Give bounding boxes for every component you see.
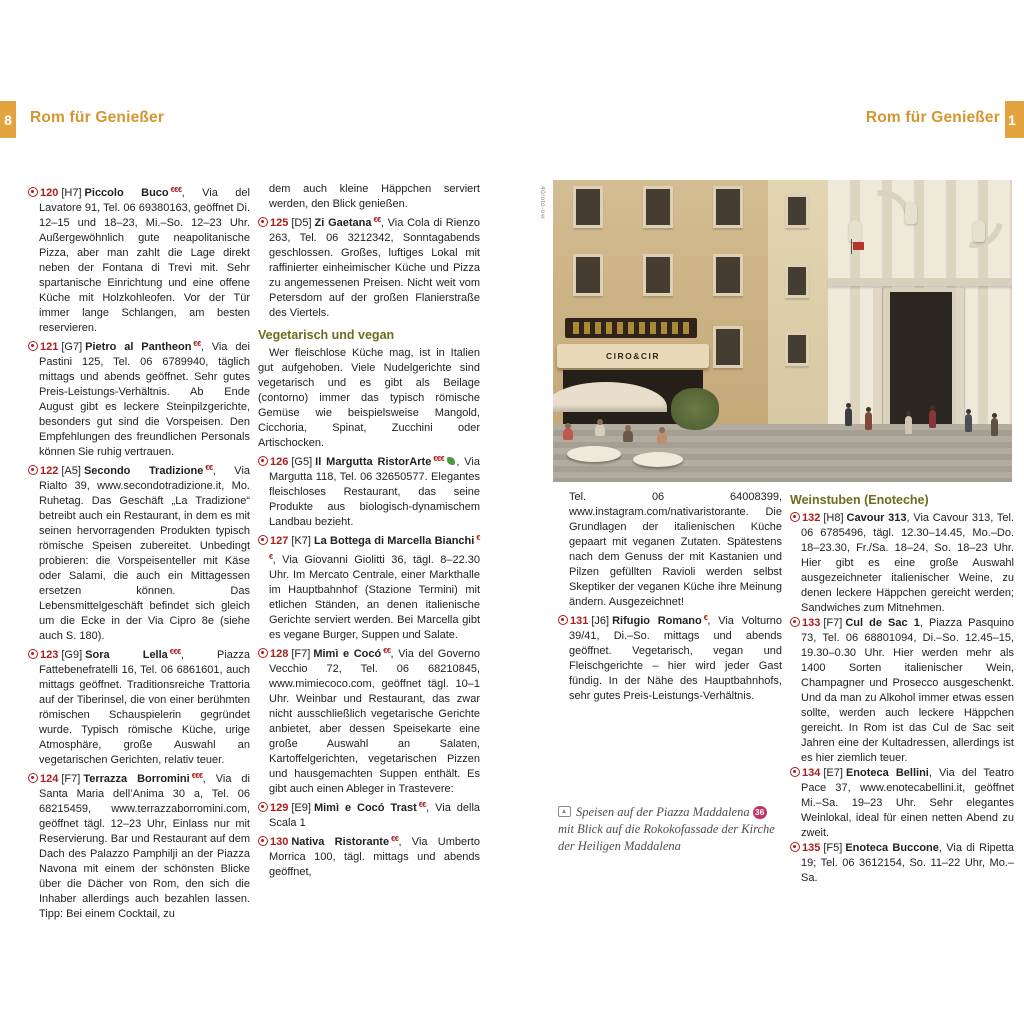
listing-entry	[258, 797, 480, 831]
map-pin-icon	[258, 535, 268, 545]
entry-number: 120	[40, 187, 59, 199]
entry-number: 123	[40, 649, 59, 661]
entry-text: , Via di Ripetta 19; Tel. 06 3612154, So. 11–22 Uhr, Mo.–Sa.	[801, 842, 1014, 884]
listing-entry	[790, 511, 1014, 616]
map-pin-icon	[28, 465, 38, 475]
left-page-column-1	[28, 182, 250, 922]
grid-reference: [G9]	[61, 649, 83, 661]
map-pin-icon	[258, 802, 268, 812]
left-page-column-2	[258, 182, 480, 880]
photo-pedestrian	[991, 418, 998, 436]
photo-column	[873, 288, 882, 430]
entry-number: 121	[40, 341, 59, 353]
photo-number-badge: 36	[753, 806, 767, 819]
photo-dining-table	[567, 446, 621, 462]
restaurant-name: Terrazza Borromini	[83, 773, 190, 785]
price-category: €€€	[169, 647, 181, 656]
entry-text: , Via del Governo Vecchio 72, Tel. 06 68210845, www.mimiecoco.com, geöffnet tägl. 10–1 Uhr. Weinbar und Restaurant, das zwar nicht ausschließlich vegetarische Gerichte anbietet, aber dessen Speisekarte eine große Auswahl an Salaten, Kartoffelgerichten, vegetarischen Pizzen und hausgemachten Suppen enthält. Es gibt auch einen Ableger in Trastevere:	[269, 648, 480, 795]
entry-number: 126	[270, 456, 289, 468]
entry-text: , Via Cola di Rienzo 263, Tel. 06 3212342, Sonntagabends geschlossen. Großes, luftiges Lokal mit raffinierter einheimischer Küche und Pizza zu angemessenen Preisen. Nicht weit vom Petersdom auf der großen Flanierstraße des Viertels.	[269, 217, 480, 319]
entry-text: , Via del Lavatore 91, Tel. 06 69380163, geöffnet Di. 12–15 und 18–23, Mi.–So. 12–23 Uhr. Außergewöhnlich gute neapolitanische Pizza, aber man zahlt die Lage direkt neben der Fontana di Trevi mit. Sehr spartanische Einrichtung und eine offene Küche mit Holzkohleofen. Vor der Tür immer lange Schlangen, am besten reservieren.	[39, 187, 250, 334]
restaurant-name: Rifugio Romano	[612, 615, 702, 627]
grid-reference: [G5]	[291, 456, 313, 468]
grid-reference: [F7]	[291, 648, 311, 660]
photo-diner	[563, 428, 573, 440]
section-intro-text: Wer fleischlose Küche mag, ist in Italien gut aufgehoben. Viele Nudelgerichte sind vegetarisch und es gibt als Beilage (contorno) immer das typisch römische Gemüse wie beispielsweise Mangold, Cicchoria, Spinat, Zucchini oder Artischocken.	[258, 347, 480, 449]
running-head-left: Rom für Genießer	[30, 109, 165, 126]
photo-awning-text: CIRO&CIR	[605, 351, 661, 361]
restaurant-name: Cavour 313	[846, 512, 907, 524]
caption-text-2: mit Blick auf die Rokokofassade der Kirche der Heiligen Maddalena	[558, 822, 775, 853]
continuation-text: dem auch kleine Häppchen serviert werden, den Blick genießen.	[269, 183, 480, 210]
restaurant-name: Zi Gaetana	[314, 217, 372, 229]
entry-number: 122	[40, 465, 59, 477]
entry-number: 130	[270, 836, 289, 848]
price-category: €€€	[191, 771, 203, 780]
photo-flag	[853, 242, 864, 250]
photo-window	[713, 254, 743, 296]
price-category: €€	[269, 533, 480, 561]
restaurant-name: Cul de Sac 1	[845, 617, 920, 629]
caption-text-1: Speisen auf der Piazza Maddalena	[576, 805, 750, 819]
entry-text: , Via Giovanni Giolitti 36, tägl. 8–22.30 Uhr. Im Mercato Centrale, einer Markthalle im Hauptbahnhof (Stazione Termini) mit etlichen Ständen, an denen italienische Gerichte serviert werden. Bei Marcella gibt es vegane Burger, Suppen und Salate.	[269, 554, 480, 641]
right-page-column-1	[558, 490, 782, 855]
restaurant-name: Enoteca Bellini	[845, 767, 929, 779]
grid-reference: [E9]	[291, 802, 311, 814]
photo-credit: 40/oto-ow	[539, 186, 546, 220]
photo-window	[573, 186, 603, 228]
map-pin-icon	[790, 617, 800, 627]
photo-planter	[671, 388, 719, 430]
photo-church-portal	[886, 288, 956, 434]
map-pin-icon	[28, 187, 38, 197]
listing-entry	[790, 766, 1014, 841]
grid-reference: [H7]	[61, 187, 82, 199]
photo-diner	[623, 430, 633, 442]
entry-number: 128	[270, 648, 289, 660]
map-pin-icon	[790, 767, 800, 777]
photo-window	[643, 186, 673, 228]
entry-text: , Piazza Fattebenefratelli 16, Tel. 06 6861601, auch mittags geöffnet. Traditionsreiche Trattoria auf der Tiberinsel, die von einer berühmten römischen Schauspielerin gegründet wurde. Typisch römische Küche, urige Atmosphäre, große Auswahl an vegetarischen Gerichten, relativ teuer.	[39, 649, 250, 766]
listing-entry	[258, 451, 480, 530]
listing-entry	[258, 530, 480, 643]
photo-window	[643, 254, 673, 296]
listing-entry	[28, 460, 250, 644]
map-pin-icon	[790, 512, 800, 522]
grid-reference: [E7]	[823, 767, 843, 779]
entry-text: , Piazza Pasquino 73, Tel. 06 68801094, Di.–So. 12.45–15, 19.30–0.30 Uhr. Hier werden mehr als 1400 Sorten italienischer Wein, Champagner und Prosecco ausgeschenkt. Und da man zu Alkohol immer etwas essen sollte, werden auch leckere Häppchen gereicht. In Rom ist das Cul de Sac seit Jahren eine der Kultadressen, allerdings ist es hier ziemlich teuer.	[801, 617, 1014, 764]
grid-reference: [K7]	[291, 535, 311, 547]
section-heading-vegetarian: Vegetarisch und vegan	[258, 328, 395, 342]
entry-text: , Via Margutta 118, Tel. 06 32650577. Elegantes fleischloses Restaurant, das seine Produkte aus biologisch-dynamischem Landbau bezieht.	[269, 456, 480, 528]
listing-entry	[790, 616, 1014, 766]
grid-reference: [F5]	[823, 842, 843, 854]
vegetarian-icon	[447, 457, 455, 465]
photo-window	[785, 332, 809, 366]
listing-entry	[258, 643, 480, 797]
entry-number: 124	[40, 773, 59, 785]
section-heading-wine-bars: Weinstuben (Enoteche)	[790, 493, 929, 507]
photo-pedestrian	[845, 408, 852, 426]
price-category: €€	[373, 215, 381, 224]
photo-statue	[973, 220, 985, 242]
map-pin-icon	[558, 615, 568, 625]
listing-entry	[28, 644, 250, 768]
entry-text: , Via Cavour 313, Tel. 06 6785496, tägl. 12.30–14.45, Mo.–Do. 18–23.30, Fr./Sa. 18–24, So. 18–23 Uhr. Hier gibt es eine große Auswahl ausgezeichneter italienischer Weine, zu denen leckere Häppchen gereicht werden; Sandwiches zum Mitnehmen.	[801, 512, 1014, 614]
entry-text: , Via del Teatro Pace 37, www.enotecabellini.it, geöffnet Mi.–Sa. 19–23 Uhr. Sehr elegantes Weinlokal, ideal für einen netten Abend zu zweit.	[801, 767, 1015, 839]
entry-number: 134	[802, 767, 821, 779]
entry-text: , Via di Santa Maria dell’Anima 30 a, Tel. 06 68215459, www.terrazzaborromini.com, geöffnet tägl. 12–23 Uhr, Einlass nur mit Reservierung. Bar und Restaurant auf dem Dach des Palazzo Pamphilji an der Piazza Navona mit einem der schönsten Blicke über die Dächer von Rom, den sich die Inhaber allerdings auch bezahlen lassen. Tipp: Bei einem Cocktail, zu	[39, 773, 250, 920]
listing-entry	[28, 768, 250, 922]
restaurant-name: Enoteca Buccone	[845, 842, 939, 854]
restaurant-name: Nativa Ristorante	[291, 836, 390, 848]
restaurant-name: Sora Lella	[85, 649, 168, 661]
entry-text: , Via della Scala 1	[269, 802, 481, 829]
entry-text: , Via dei Pastini 125, Tel. 06 6789940, täglich mittags und abends geöffnet. Sehr gutes Preis-Leistungs-Verhältnis. Ab Ende August gibt es leckere Steinpilzgerichte, besonders gut sind die Vorspeisen. Den Empfehlungen des freundlichen Personals können Sie ruhig vertrauen.	[39, 341, 250, 458]
entry-number: 132	[802, 512, 821, 524]
photo-pedestrian	[965, 414, 972, 432]
photo-window	[573, 254, 603, 296]
restaurant-name: Secondo Tradizione	[83, 465, 204, 477]
map-pin-icon	[790, 842, 800, 852]
photo-reference-icon	[558, 806, 571, 817]
listing-entry	[28, 182, 250, 336]
entry-number: 125	[270, 217, 289, 229]
grid-reference: [F7]	[61, 773, 81, 785]
photo-window	[785, 194, 809, 228]
price-category: €€	[205, 463, 213, 472]
photo-pavement	[553, 424, 1012, 482]
grid-reference: [D5]	[291, 217, 312, 229]
map-pin-icon	[258, 456, 268, 466]
restaurant-name: Mimì e Cocó	[313, 648, 382, 660]
grid-reference: [G7]	[61, 341, 83, 353]
entry-number: 135	[802, 842, 821, 854]
running-head-right: Rom für Genießer	[865, 109, 1000, 126]
price-category: €	[703, 613, 708, 622]
map-pin-icon	[258, 648, 268, 658]
price-category: €€	[418, 800, 427, 809]
right-page-column-2	[790, 486, 1014, 886]
entry-text: , Via Rialto 39, www.secondotradizione.it, Mo. Ruhetag. Das Geschäft „La Tradizione“ betreibt auch ein Restaurant, in dem es mit seinen hervorragenden Produkten typisch römische Speisen zubereitet. Unbedingt probieren: die Vorspeisenteller mit Käse oder Salami, die auch ein Mittagessen ersetzen können. Das Lebensmittelgeschäft befindet sich gleich um die Ecke in der Via Cipro 8e (siehe auch S. 180).	[39, 465, 250, 642]
restaurant-name: Piccolo Buco	[84, 187, 169, 199]
map-pin-icon	[258, 217, 268, 227]
restaurant-name: Il Margutta RistorArte	[315, 456, 432, 468]
photo-pedestrian	[905, 416, 912, 434]
photo-column	[955, 288, 964, 430]
photo-statue	[905, 202, 917, 224]
entry-number: 129	[270, 802, 289, 814]
continuation-text: Tel. 06 64008399, www.instagram.com/nativaristorante. Die Grundlagen der italienischen Küche gepaart mit veganen Zutaten. Spätestens nach dem Genuss der mit Kastanien und Pilzen gefüllten Ravioli werden selbst Skeptiker der veganen Küche ihre Meinung ändern. Ausgezeichnet!	[569, 491, 782, 608]
map-pin-icon	[28, 773, 38, 783]
page-number-tab-right: 1	[1005, 101, 1024, 138]
photo-pedestrian	[865, 412, 872, 430]
photo-scene	[553, 180, 1012, 482]
grid-reference: [H8]	[823, 512, 844, 524]
photo-church-cornice	[828, 278, 1012, 286]
grid-reference: [A5]	[61, 465, 81, 477]
photo-diner	[657, 432, 667, 444]
photo-caption	[558, 804, 782, 855]
restaurant-name: Mimì e Cocó Trast	[313, 802, 417, 814]
entry-number: 127	[270, 535, 289, 547]
restaurant-name: La Bottega di Marcella Bianchi	[313, 535, 475, 547]
map-pin-icon	[28, 341, 38, 351]
listing-entry	[28, 336, 250, 460]
entry-number: 131	[570, 615, 589, 627]
map-pin-icon	[258, 836, 268, 846]
price-category: €€€	[170, 185, 182, 194]
photo-awning	[557, 344, 709, 368]
entry-text: , Via Volturno 39/41, Di.–So. mittags und abends geöffnet. Vegetarisch, vegan und Fleischgerichte – hier wird jeder Gast fündig. In der Nähe des Hauptbahnhofs, sehr gutes Preis-Leistungs-Verhältnis.	[569, 615, 782, 702]
piazza-photo	[539, 180, 1012, 482]
price-category: €€	[383, 646, 391, 655]
price-category: €€	[391, 834, 399, 843]
listing-entry	[558, 610, 782, 704]
photo-shop-sign	[565, 318, 697, 338]
listing-entry	[258, 831, 480, 880]
entry-number: 133	[802, 617, 821, 629]
listing-entry	[258, 212, 480, 321]
photo-pedestrian	[929, 410, 936, 428]
listing-entry	[790, 841, 1014, 886]
price-category: €€	[193, 339, 201, 348]
restaurant-name: Pietro al Pantheon	[85, 341, 192, 353]
photo-dining-table	[633, 452, 683, 467]
photo-window	[713, 186, 743, 228]
photo-window	[713, 326, 743, 368]
page-number-tab-left: 8	[0, 101, 16, 138]
photo-window	[785, 264, 809, 298]
price-category: €€€	[433, 454, 445, 463]
entry-text: , Via Umberto Morrica 100, tägl. mittags und abends geöffnet,	[269, 836, 480, 878]
grid-reference: [J6]	[591, 615, 610, 627]
grid-reference: [F7]	[823, 617, 843, 629]
map-pin-icon	[28, 649, 38, 659]
photo-diner	[595, 424, 605, 436]
